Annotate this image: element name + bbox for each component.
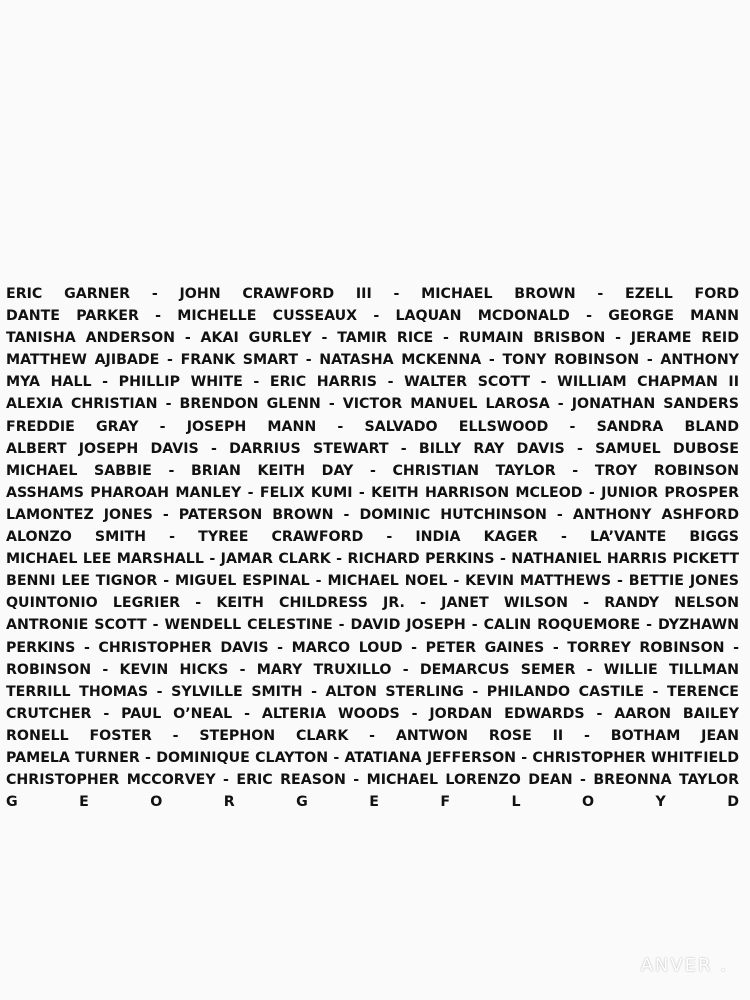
- name-line-9: MICHAEL SABBIE - BRIAN KEITH DAY - CHRISTIAN TAYLOR - TROY ROBINSON: [6, 462, 739, 479]
- name-line-1: ERIC GARNER - JOHN CRAWFORD III - MICHAEL BROWN - EZELL FORD: [6, 286, 739, 302]
- name-line-18: ROBINSON - KEVIN HICKS - MARY TRUXILLO - DEMARCUS SEMER - WILLIE TILLMAN: [6, 661, 739, 678]
- name-line-17: PERKINS - CHRISTOPHER DAVIS - MARCO LOUD - PETER GAINES - TORREY ROBINSON -: [6, 639, 739, 656]
- name-line-14: BENNI LEE TIGNOR - MIGUEL ESPINAL - MICHAEL NOEL - KEVIN MATTHEWS - BETTIE JONES: [6, 573, 739, 590]
- name-line-10: ASSHAMS PHAROAH MANLEY - FELIX KUMI - KEITH HARRISON MCLEOD - JUNIOR PROSPER: [6, 484, 739, 501]
- name-line-21: RONELL FOSTER - STEPHON CLARK - ANTWON ROSE II - BOTHAM JEAN: [6, 727, 739, 744]
- name-line-20: CRUTCHER - PAUL O’NEAL - ALTERIA WOODS - JORDAN EDWARDS - AARON BAILEY: [6, 705, 739, 722]
- name-line-6: ALEXIA CHRISTIAN - BRENDON GLENN - VICTOR MANUEL LAROSA - JONATHAN SANDERS: [6, 396, 739, 413]
- names-list: [6, 283, 739, 813]
- name-line-23: CHRISTOPHER MCCORVEY - ERIC REASON - MICHAEL LORENZO DEAN - BREONNA TAYLOR: [6, 772, 739, 789]
- name-line-3: TANISHA ANDERSON - AKAI GURLEY - TAMIR RICE - RUMAIN BRISBON - JERAME REID: [6, 330, 739, 347]
- name-line-7: FREDDIE GRAY - JOSEPH MANN - SALVADO ELLSWOOD - SANDRA BLAND: [6, 418, 739, 435]
- name-line-19: TERRILL THOMAS - SYLVILLE SMITH - ALTON STERLING - PHILANDO CASTILE - TERENCE: [6, 683, 739, 700]
- name-line-2: DANTE PARKER - MICHELLE CUSSEAUX - LAQUAN MCDONALD - GEORGE MANN: [6, 308, 739, 325]
- name-line-4: MATTHEW AJIBADE - FRANK SMART - NATASHA MCKENNA - TONY ROBINSON - ANTHONY: [6, 352, 739, 369]
- name-line-13: MICHAEL LEE MARSHALL - JAMAR CLARK - RICHARD PERKINS - NATHANIEL HARRIS PICKETT: [6, 551, 739, 568]
- name-line-george-floyd: G E O R G E F L O Y D: [6, 794, 739, 811]
- watermark-signature: ANVER .: [640, 955, 728, 976]
- name-line-8: ALBERT JOSEPH DAVIS - DARRIUS STEWART - BILLY RAY DAVIS - SAMUEL DUBOSE: [6, 440, 739, 457]
- name-line-11: LAMONTEZ JONES - PATERSON BROWN - DOMINIC HUTCHINSON - ANTHONY ASHFORD: [6, 506, 739, 523]
- name-line-15: QUINTONIO LEGRIER - KEITH CHILDRESS JR. - JANET WILSON - RANDY NELSON: [6, 595, 739, 612]
- name-line-22: PAMELA TURNER - DOMINIQUE CLAYTON - ATATIANA JEFFERSON - CHRISTOPHER WHITFIELD: [6, 749, 739, 766]
- name-line-5: MYA HALL - PHILLIP WHITE - ERIC HARRIS - WALTER SCOTT - WILLIAM CHAPMAN II: [6, 374, 739, 391]
- name-line-16: ANTRONIE SCOTT - WENDELL CELESTINE - DAVID JOSEPH - CALIN ROQUEMORE - DYZHAWN: [6, 617, 739, 634]
- name-line-12: ALONZO SMITH - TYREE CRAWFORD - INDIA KAGER - LA’VANTE BIGGS: [6, 529, 739, 546]
